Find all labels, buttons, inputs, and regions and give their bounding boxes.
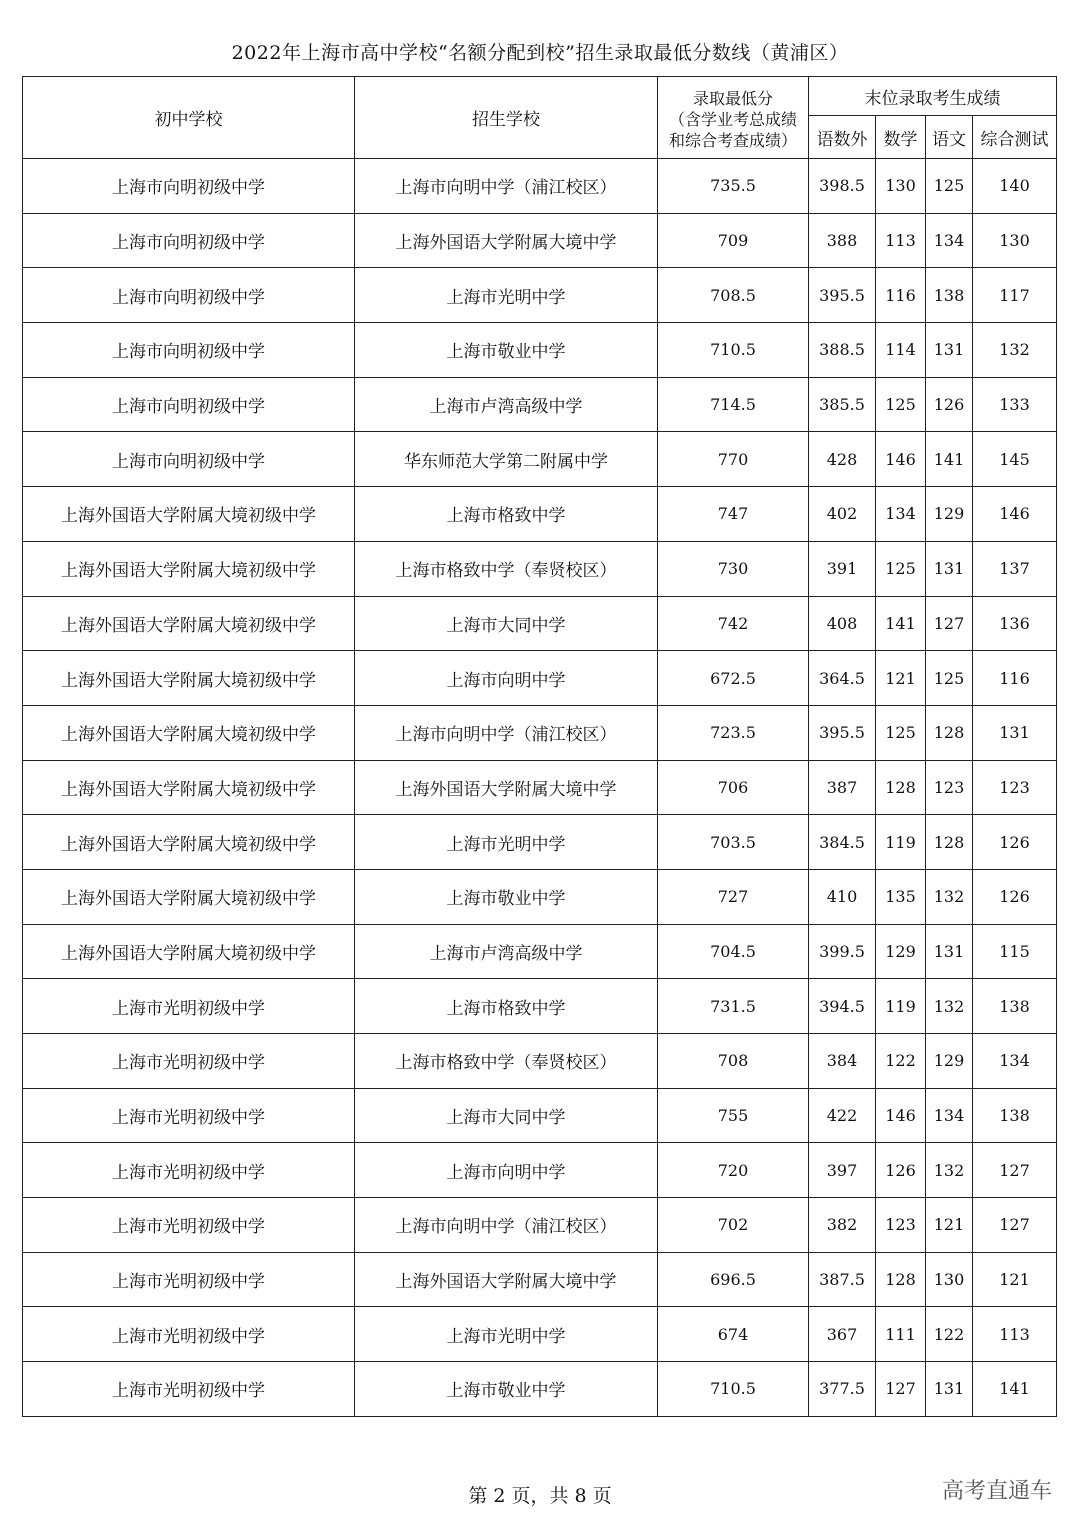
cell-junior-school: 上海市向明初级中学 [23,213,355,268]
cell-junior-school: 上海外国语大学附属大境初级中学 [23,487,355,542]
cell-math: 129 [876,924,926,979]
cell-enroll-school: 上海市敬业中学 [355,869,658,924]
cell-math: 141 [876,596,926,651]
header-min-score-line2: （含学业考总成绩 [668,110,797,129]
cell-math: 121 [876,651,926,706]
cell-junior-school: 上海外国语大学附属大境初级中学 [23,760,355,815]
admission-score-table [22,76,1057,1417]
cell-math: 127 [876,1362,926,1417]
cell-min-score: 708.5 [658,268,809,323]
cell-min-score: 710.5 [658,323,809,378]
cell-chinese: 128 [926,815,973,870]
cell-enroll-school: 上海市大同中学 [355,1088,658,1143]
cell-min-score: 731.5 [658,979,809,1034]
cell-enroll-school: 上海市光明中学 [355,268,658,323]
table-row [23,432,1057,487]
cell-min-score: 755 [658,1088,809,1143]
cell-chinese: 130 [926,1252,973,1307]
cell-chinese: 141 [926,432,973,487]
cell-comprehensive: 121 [973,1252,1057,1307]
cell-chinese: 132 [926,1143,973,1198]
cell-junior-school: 上海外国语大学附属大境初级中学 [23,869,355,924]
cell-total-ysw: 428 [809,432,876,487]
header-enroll-school: 招生学校 [355,77,658,159]
cell-math: 128 [876,760,926,815]
cell-enroll-school: 上海市光明中学 [355,1307,658,1362]
cell-chinese: 129 [926,1034,973,1089]
cell-total-ysw: 384.5 [809,815,876,870]
cell-min-score: 742 [658,596,809,651]
cell-total-ysw: 408 [809,596,876,651]
cell-junior-school: 上海外国语大学附属大境初级中学 [23,651,355,706]
cell-enroll-school: 上海外国语大学附属大境中学 [355,760,658,815]
table-row [23,1088,1057,1143]
cell-min-score: 674 [658,1307,809,1362]
table-row [23,596,1057,651]
cell-junior-school: 上海市光明初级中学 [23,1088,355,1143]
cell-comprehensive: 133 [973,377,1057,432]
cell-comprehensive: 136 [973,596,1057,651]
table-row [23,924,1057,979]
cell-total-ysw: 388.5 [809,323,876,378]
cell-comprehensive: 145 [973,432,1057,487]
cell-chinese: 134 [926,1088,973,1143]
cell-junior-school: 上海市向明初级中学 [23,323,355,378]
cell-total-ysw: 382 [809,1198,876,1253]
cell-junior-school: 上海市光明初级中学 [23,1307,355,1362]
cell-junior-school: 上海市向明初级中学 [23,377,355,432]
cell-total-ysw: 422 [809,1088,876,1143]
cell-comprehensive: 137 [973,541,1057,596]
cell-junior-school: 上海市光明初级中学 [23,1198,355,1253]
header-min-score-line3: 和综合考查成绩） [668,131,797,150]
cell-comprehensive: 127 [973,1143,1057,1198]
cell-enroll-school: 上海市向明中学 [355,1143,658,1198]
header-last-scores: 末位录取考生成绩 [809,77,1057,116]
cell-min-score: 710.5 [658,1362,809,1417]
cell-total-ysw: 384 [809,1034,876,1089]
cell-min-score: 709 [658,213,809,268]
cell-min-score: 714.5 [658,377,809,432]
table-row [23,760,1057,815]
header-min-score [658,77,809,159]
cell-math: 114 [876,323,926,378]
table-row [23,213,1057,268]
table-row [23,323,1057,378]
cell-total-ysw: 402 [809,487,876,542]
cell-math: 113 [876,213,926,268]
cell-comprehensive: 126 [973,869,1057,924]
cell-math: 134 [876,487,926,542]
cell-enroll-school: 上海市格致中学（奉贤校区） [355,541,658,596]
cell-enroll-school: 上海外国语大学附属大境中学 [355,1252,658,1307]
cell-chinese: 127 [926,596,973,651]
cell-total-ysw: 377.5 [809,1362,876,1417]
cell-enroll-school: 上海市向明中学（浦江校区） [355,159,658,214]
table-row [23,487,1057,542]
table-row [23,979,1057,1034]
cell-chinese: 132 [926,869,973,924]
cell-total-ysw: 395.5 [809,705,876,760]
table-row [23,651,1057,706]
cell-total-ysw: 397 [809,1143,876,1198]
cell-junior-school: 上海市向明初级中学 [23,268,355,323]
cell-chinese: 131 [926,1362,973,1417]
cell-junior-school: 上海外国语大学附属大境初级中学 [23,541,355,596]
cell-enroll-school: 上海市大同中学 [355,596,658,651]
table-row [23,1143,1057,1198]
cell-comprehensive: 141 [973,1362,1057,1417]
cell-chinese: 131 [926,924,973,979]
cell-comprehensive: 116 [973,651,1057,706]
table-row [23,541,1057,596]
table-row [23,1307,1057,1362]
cell-chinese: 121 [926,1198,973,1253]
cell-total-ysw: 387 [809,760,876,815]
page-title: 2022年上海市高中学校“名额分配到校”招生录取最低分数线（黄浦区） [231,42,849,64]
cell-enroll-school: 上海市格致中学 [355,487,658,542]
cell-math: 119 [876,979,926,1034]
header-min-score-line1: 录取最低分 [692,89,773,108]
cell-min-score: 770 [658,432,809,487]
table-row [23,705,1057,760]
watermark: 高考直通车 [941,1479,1052,1504]
cell-min-score: 747 [658,487,809,542]
cell-enroll-school: 上海市卢湾高级中学 [355,377,658,432]
cell-enroll-school: 上海市光明中学 [355,815,658,870]
cell-enroll-school: 上海市敬业中学 [355,323,658,378]
cell-math: 125 [876,705,926,760]
cell-chinese: 126 [926,377,973,432]
cell-min-score: 730 [658,541,809,596]
cell-min-score: 720 [658,1143,809,1198]
cell-math: 119 [876,815,926,870]
table-row [23,1252,1057,1307]
cell-min-score: 723.5 [658,705,809,760]
cell-math: 111 [876,1307,926,1362]
cell-min-score: 727 [658,869,809,924]
page-footer: 第 2 页，共 8 页 [468,1485,612,1507]
header-sub-chinese: 语文 [926,116,973,159]
cell-min-score: 735.5 [658,159,809,214]
cell-enroll-school: 上海市敬业中学 [355,1362,658,1417]
cell-comprehensive: 140 [973,159,1057,214]
cell-total-ysw: 367 [809,1307,876,1362]
cell-junior-school: 上海外国语大学附属大境初级中学 [23,815,355,870]
cell-junior-school: 上海外国语大学附属大境初级中学 [23,924,355,979]
cell-min-score: 706 [658,760,809,815]
table-row [23,869,1057,924]
cell-junior-school: 上海市光明初级中学 [23,979,355,1034]
cell-enroll-school: 上海市卢湾高级中学 [355,924,658,979]
table-row [23,1034,1057,1089]
cell-total-ysw: 410 [809,869,876,924]
cell-comprehensive: 126 [973,815,1057,870]
cell-enroll-school: 华东师范大学第二附属中学 [355,432,658,487]
cell-min-score: 704.5 [658,924,809,979]
cell-comprehensive: 127 [973,1198,1057,1253]
cell-min-score: 703.5 [658,815,809,870]
cell-total-ysw: 387.5 [809,1252,876,1307]
cell-junior-school: 上海市光明初级中学 [23,1143,355,1198]
cell-enroll-school: 上海市格致中学 [355,979,658,1034]
cell-chinese: 131 [926,323,973,378]
cell-junior-school: 上海外国语大学附属大境初级中学 [23,596,355,651]
header-sub-total: 语数外 [809,116,876,159]
cell-total-ysw: 395.5 [809,268,876,323]
cell-math: 146 [876,432,926,487]
table-row [23,159,1057,214]
cell-comprehensive: 115 [973,924,1057,979]
cell-math: 126 [876,1143,926,1198]
cell-min-score: 708 [658,1034,809,1089]
cell-comprehensive: 123 [973,760,1057,815]
cell-math: 130 [876,159,926,214]
cell-total-ysw: 385.5 [809,377,876,432]
cell-chinese: 131 [926,541,973,596]
cell-enroll-school: 上海市格致中学（奉贤校区） [355,1034,658,1089]
table-row [23,1362,1057,1417]
cell-comprehensive: 138 [973,1088,1057,1143]
cell-math: 125 [876,377,926,432]
header-junior-school: 初中学校 [23,77,355,159]
cell-comprehensive: 130 [973,213,1057,268]
cell-total-ysw: 391 [809,541,876,596]
cell-comprehensive: 146 [973,487,1057,542]
cell-min-score: 696.5 [658,1252,809,1307]
cell-total-ysw: 364.5 [809,651,876,706]
cell-chinese: 122 [926,1307,973,1362]
table-row [23,268,1057,323]
cell-chinese: 134 [926,213,973,268]
cell-min-score: 702 [658,1198,809,1253]
cell-comprehensive: 138 [973,979,1057,1034]
cell-enroll-school: 上海市向明中学（浦江校区） [355,705,658,760]
cell-enroll-school: 上海市向明中学 [355,651,658,706]
table-row [23,377,1057,432]
cell-junior-school: 上海市光明初级中学 [23,1362,355,1417]
cell-enroll-school: 上海市向明中学（浦江校区） [355,1198,658,1253]
cell-total-ysw: 399.5 [809,924,876,979]
cell-math: 123 [876,1198,926,1253]
cell-chinese: 132 [926,979,973,1034]
table-header [23,77,1057,159]
cell-junior-school: 上海市光明初级中学 [23,1034,355,1089]
cell-enroll-school: 上海外国语大学附属大境中学 [355,213,658,268]
table-body [23,159,1057,1417]
table-row [23,815,1057,870]
header-sub-math: 数学 [876,116,926,159]
cell-chinese: 138 [926,268,973,323]
cell-junior-school: 上海市光明初级中学 [23,1252,355,1307]
cell-chinese: 128 [926,705,973,760]
cell-comprehensive: 117 [973,268,1057,323]
cell-comprehensive: 131 [973,705,1057,760]
cell-junior-school: 上海市向明初级中学 [23,159,355,214]
cell-chinese: 125 [926,651,973,706]
cell-math: 128 [876,1252,926,1307]
table-row [23,1198,1057,1253]
cell-junior-school: 上海外国语大学附属大境初级中学 [23,705,355,760]
cell-total-ysw: 388 [809,213,876,268]
cell-chinese: 123 [926,760,973,815]
cell-min-score: 672.5 [658,651,809,706]
cell-math: 122 [876,1034,926,1089]
cell-junior-school: 上海市向明初级中学 [23,432,355,487]
cell-math: 125 [876,541,926,596]
header-sub-comprehensive: 综合测试 [973,116,1057,159]
cell-comprehensive: 113 [973,1307,1057,1362]
cell-math: 116 [876,268,926,323]
cell-math: 146 [876,1088,926,1143]
cell-total-ysw: 398.5 [809,159,876,214]
cell-math: 135 [876,869,926,924]
cell-comprehensive: 132 [973,323,1057,378]
cell-comprehensive: 134 [973,1034,1057,1089]
cell-total-ysw: 394.5 [809,979,876,1034]
cell-chinese: 125 [926,159,973,214]
cell-chinese: 129 [926,487,973,542]
